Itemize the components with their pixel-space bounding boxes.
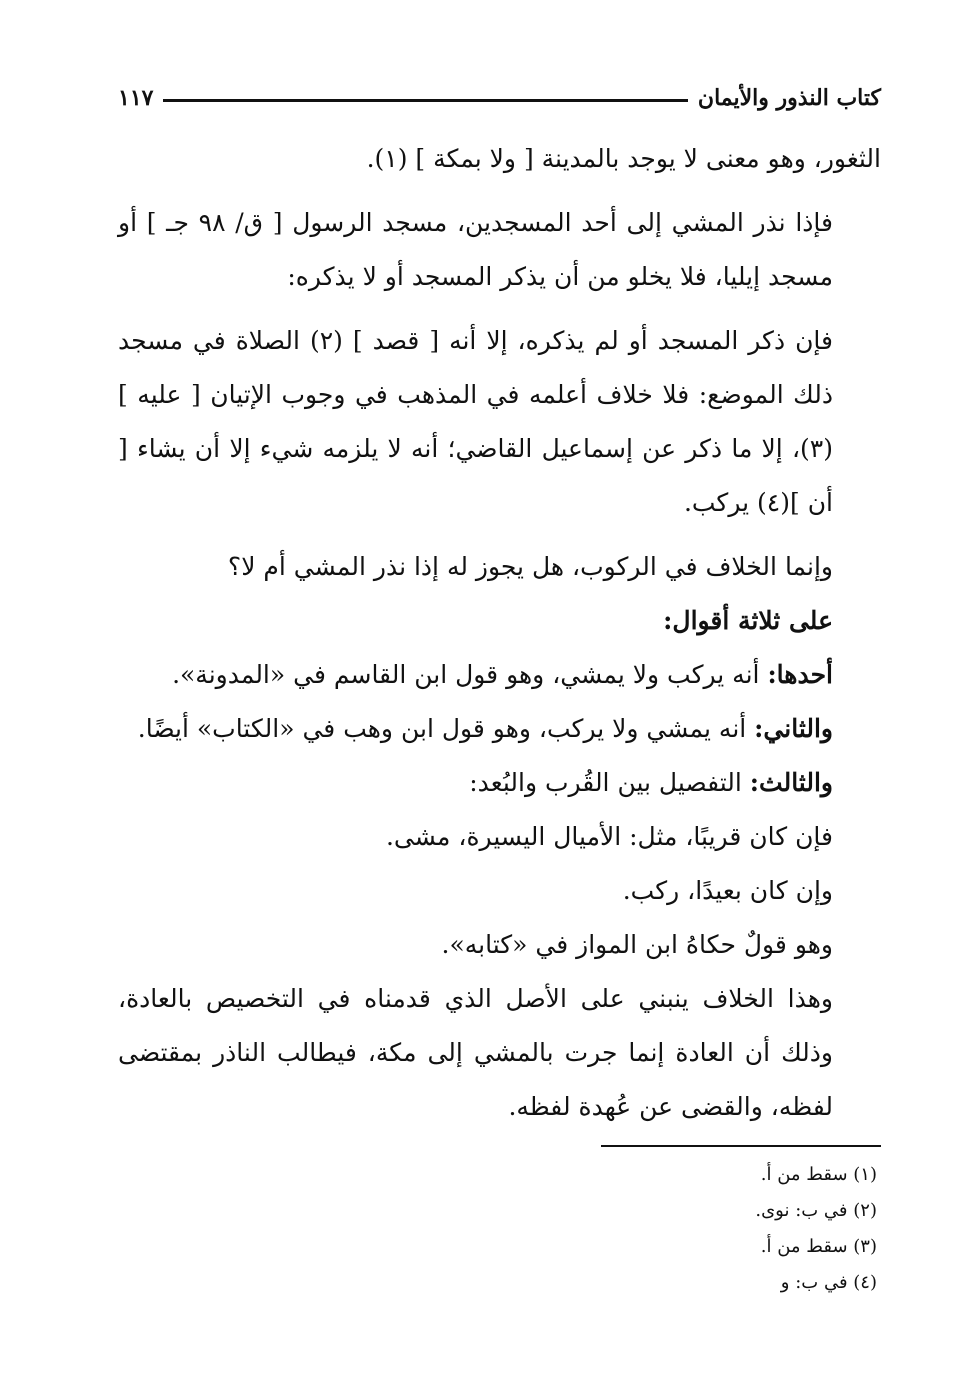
opinion-item bbox=[118, 648, 881, 702]
footnotes bbox=[601, 1145, 881, 1301]
paragraph-heading: على ثلاثة أقوال: bbox=[663, 606, 833, 635]
footnote-rule bbox=[601, 1145, 881, 1147]
footnote: (٢) في ب: نوى. bbox=[755, 1200, 877, 1221]
opinion-lead: والثالث: bbox=[749, 768, 833, 797]
page-number: ١١٧ bbox=[118, 85, 154, 111]
page-body bbox=[118, 132, 881, 1134]
footnote: (٤) في ب: و bbox=[780, 1272, 877, 1293]
chapter-title: كتاب النذور والأيمان bbox=[697, 85, 881, 111]
footnote: (١) سقط من أ. bbox=[760, 1164, 877, 1185]
paragraph: وإنما الخلاف في الركوب، هل يجوز له إذا نذر المشي أم لا؟ bbox=[227, 552, 833, 581]
opinion-text: أنه يمشي ولا يركب، وهو قول ابن وهب في «الكتاب» أيضًا. bbox=[137, 714, 755, 743]
paragraph: فإذا نذر المشي إلى أحد المسجدين، مسجد الرسول [ ق/ ٩٨ جـ ] أو مسجد إيليا، فلا يخلو من أن يذكر المسجد أو لا يذكره: bbox=[118, 208, 833, 291]
paragraph: فإن ذكر المسجد أو لم يذكره، إلا أنه [ قصد ] (٢) الصلاة في مسجد ذلك الموضع: فلا خلاف أعلمه في المذهب في وجوب الإتيان [ عليه ](٣)، إلا ما ذكر عن إسماعيل القاضي؛ أنه لا يلزمه شيء إلا أن يشاء [ أن ](٤) يركب. bbox=[118, 326, 833, 517]
paragraph: فإن كان قريبًا، مثل: الأميال اليسيرة، مشى. bbox=[385, 822, 833, 851]
paragraph: وإن كان بعيدًا، ركب. bbox=[622, 876, 833, 905]
opinion-item bbox=[118, 756, 881, 810]
footnote: (٣) سقط من أ. bbox=[760, 1236, 877, 1257]
opinion-text: أنه يركب ولا يمشي، وهو قول ابن القاسم في «المدونة». bbox=[172, 660, 768, 689]
opinion-lead: أحدها: bbox=[767, 660, 833, 689]
paragraph: وهذا الخلاف ينبني على الأصل الذي قدمناه في التخصيص بالعادة، وذلك أن العادة إنما جرت بالمشي إلى مكة، فيطالب الناذر بمقتضى لفظه، والقضى عن عُهدة لفظه. bbox=[118, 984, 833, 1121]
opinion-lead: والثاني: bbox=[754, 714, 833, 743]
opinion-text: التفصيل بين القُرب والبُعد: bbox=[469, 768, 750, 797]
running-header bbox=[118, 78, 881, 118]
paragraph: الثغور، وهو معنى لا يوجد بالمدينة [ ولا بمكة ] (١). bbox=[366, 144, 881, 173]
paragraph: وهو قولٌ حكاهُ ابن المواز في «كتابه». bbox=[441, 930, 833, 959]
opinion-item bbox=[118, 702, 881, 756]
header-rule bbox=[163, 99, 687, 102]
